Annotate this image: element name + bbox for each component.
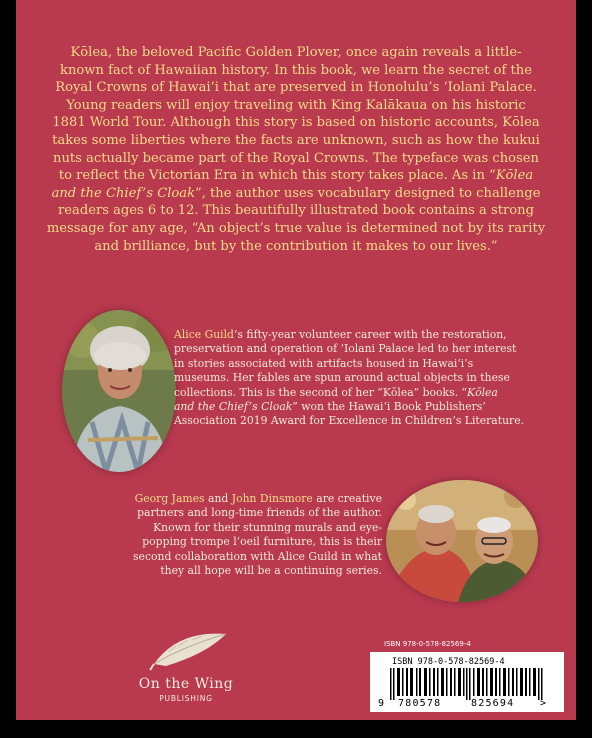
bio-line [174, 400, 566, 414]
description-line: known fact of Hawaiian history. In this book, we learn the secret of the [60, 62, 532, 78]
isbn-barcode [370, 640, 566, 709]
bio-line: second collaboration with Alice Guild in what [133, 549, 382, 563]
description-line: message for any age, “An object’s true value is determined not by its rarity [46, 220, 546, 236]
description-line: Royal Crowns of Hawaiʻi that are preserved in Honolulu’s ʻIolani Palace. [55, 80, 537, 96]
bio-text: ” won the Hawaiʻi Book Publishers’ [292, 400, 486, 414]
description-line: 1881 World Tour. Although this story is based on historic accounts, Kōlea [52, 115, 540, 131]
bio-text: and [204, 492, 232, 505]
book-title-ref: Kōlea [495, 168, 534, 184]
bio-line [174, 328, 566, 342]
illustrator-name: John Dinsmore [231, 492, 313, 505]
barcode-bars [390, 668, 544, 700]
illustrator-name: Georg James [134, 492, 205, 505]
publisher-sub: PUBLISHING [159, 694, 213, 703]
feather-icon [148, 628, 230, 672]
bio-line [174, 386, 566, 400]
publisher-name: On the Wing [138, 676, 234, 692]
description-line: nuts actually became part of the Royal Crowns. The typeface was chosen [53, 150, 539, 166]
author-bio [174, 328, 566, 429]
bio-line: museums. Her fables are spun around actual objects in these [174, 371, 510, 385]
bio-line [86, 492, 382, 506]
bio-text: are creative [312, 492, 382, 505]
description-line [34, 185, 558, 203]
isbn-label: ISBN 978-0-578-82569-4 [392, 657, 505, 667]
author-name: Alice Guild [174, 328, 234, 341]
author-photo [62, 310, 176, 472]
barcode-digit: 825694 [471, 698, 515, 709]
bio-line: they all hope will be a continuing series. [160, 564, 382, 578]
bio-line: Association 2019 Award for Excellence in Children’s Literature. [174, 414, 525, 428]
bio-line: Known for their stunning murals and eye- [153, 520, 382, 534]
bio-text: ’s fifty-year volunteer career with the restoration, [233, 328, 507, 341]
publisher-logo [116, 628, 256, 716]
illustrators-bio [86, 492, 382, 578]
illustrators-photo [386, 480, 538, 602]
barcode-digit: 9 [378, 698, 385, 709]
bio-line: popping trompe l’oeil furniture, this is their [142, 535, 382, 549]
bio-line: partners and long-time friends of the author. [137, 506, 382, 520]
book-title-ref-part: to reflect the Victorian Era in which this story takes place. As in “ [58, 168, 496, 184]
back-cover [16, 0, 576, 720]
book-title-ref: and the Chief’s Cloak [174, 400, 293, 414]
description-line: readers ages 6 to 12. This beautifully illustrated book contains a strong [58, 203, 534, 219]
description-line: Kōlea, the beloved Pacific Golden Plover, once again reveals a little- [70, 45, 522, 60]
bio-text: collections. This is the second of her “Kōlea” books. “ [174, 385, 467, 399]
description-text: ”, the author uses vocabulary designed to challenge [195, 185, 541, 201]
barcode-digit: > [540, 698, 547, 709]
description-line [34, 167, 558, 185]
description-line: and brilliance, but by the contribution it makes to our lives.” [94, 238, 498, 254]
isbn-label: ISBN 978-0-578-82569-4 [384, 640, 471, 648]
book-title-ref: Kōlea [467, 385, 498, 399]
bio-line: in stories associated with artifacts housed in Hawaiʻi’s [174, 356, 474, 370]
description-line: Young readers will enjoy traveling with King Kalākaua on his historic [66, 97, 526, 113]
bio-line: preservation and operation of ʻIolani Palace led to her interest [174, 342, 517, 356]
barcode-digit: 780578 [398, 698, 442, 709]
book-title-ref: and the Chief’s Cloak [51, 185, 196, 201]
barcode-card [370, 652, 564, 712]
book-description [34, 44, 558, 255]
description-line: takes some liberties where the facts are unknown, such as how the kukui [52, 132, 540, 148]
